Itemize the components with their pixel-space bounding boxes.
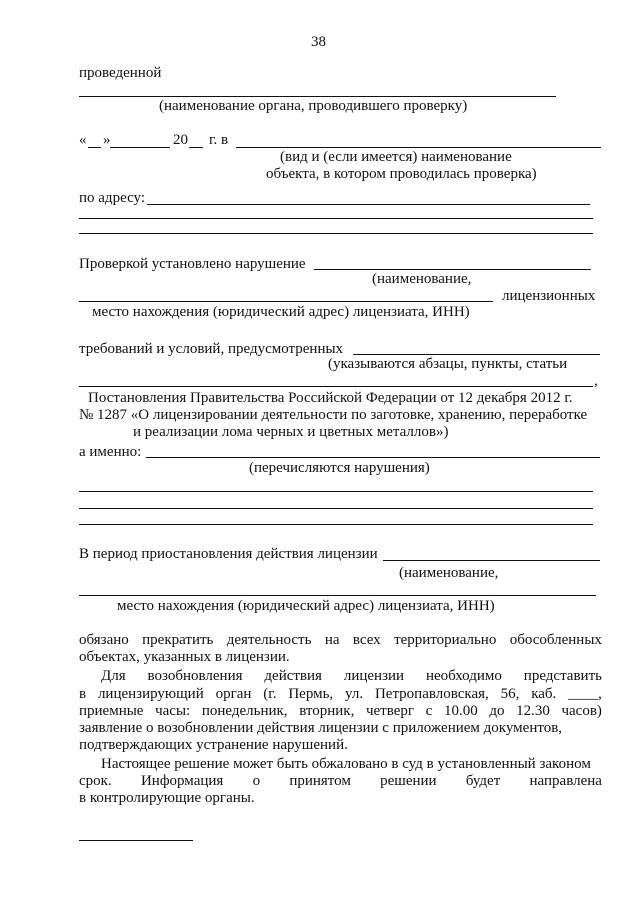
appeal-line-1: Настоящее решение может быть обжаловано в суд в установленный законом [101, 756, 591, 772]
address-line-3 [79, 233, 593, 234]
address-label: по адресу: [79, 190, 146, 206]
renewal-line-3: приемные часы: понедельник, вторник, четверг с 10.00 до 12.30 часов) [79, 703, 602, 719]
renewal-line-4: заявление о возобновлении действия лицензии с приложением документов, [79, 720, 563, 736]
violator-name-line [314, 269, 591, 270]
address-line-1 [147, 204, 590, 205]
month-line [110, 147, 170, 148]
org-name-line [79, 96, 556, 97]
decree-line-3: и реализации лома черных и цветных металлов») [133, 424, 449, 440]
decree-line-2: № 1287 «О лицензировании деятельности по заготовке, хранению, переработке [79, 407, 588, 423]
suspension-location-caption: место нахождения (юридический адрес) лицензиата, ИНН) [117, 598, 495, 614]
object-caption-line2: объекта, в котором проводилась проверка) [266, 166, 537, 182]
day-line [88, 147, 101, 148]
object-caption-line1: (вид и (если имеется) наименование [280, 149, 512, 165]
paragraphs-line [79, 386, 593, 387]
org-caption: (наименование органа, проводившего проверку) [159, 98, 468, 114]
requirements-line [353, 354, 600, 355]
obliged-line-2: объектах, указанных в лицензии. [79, 649, 290, 665]
decree-line-1: Постановления Правительства Российской Федерации от 12 декабря 2012 г. [88, 390, 573, 406]
renewal-line-5: подтверждающих устранение нарушений. [79, 737, 348, 753]
date-open-quote: « [79, 132, 87, 148]
address-line-2 [79, 218, 593, 219]
page-number: 38 [311, 34, 326, 50]
violations-line-3 [79, 524, 593, 525]
violations-caption: (перечисляются нарушения) [249, 460, 430, 476]
suspension-name-caption: (наименование, [399, 565, 499, 581]
namely-label: а именно: [79, 444, 142, 460]
violations-line-2 [79, 508, 593, 509]
object-line [236, 147, 601, 148]
violator-name-caption: (наименование, [372, 271, 472, 287]
requirements-label: требований и условий, предусмотренных [79, 341, 344, 357]
violator-location-caption: место нахождения (юридический адрес) лицензиата, ИНН) [92, 304, 470, 320]
renewal-line-1: Для возобновления действия лицензии необходимо представить [101, 668, 602, 684]
violation-established-label: Проверкой установлено нарушение [79, 256, 306, 272]
violator-location-line [79, 301, 493, 302]
footnote-separator [79, 840, 193, 841]
suspension-location-line [79, 595, 596, 596]
comma: , [594, 373, 598, 389]
date-close-quote: » [103, 132, 111, 148]
suspension-period-label: В период приостановления действия лицензии [79, 546, 378, 562]
licensing-word: лицензионных [502, 288, 596, 304]
obliged-line-1: обязано прекратить деятельность на всех территориально обособленных [79, 632, 602, 648]
namely-line [146, 457, 600, 458]
violations-line-1 [79, 491, 593, 492]
suspension-name-line [383, 560, 600, 561]
renewal-line-2: в лицензирующий орган (г. Пермь, ул. Петропавловская, 56, каб. ____, [79, 686, 602, 702]
year-suffix: г. в [209, 132, 229, 148]
year-prefix: 20 [173, 132, 188, 148]
year-line [189, 147, 203, 148]
conducted-label: проведенной [79, 65, 162, 81]
appeal-line-2: срок. Информация о принятом решении будет направлена [79, 773, 602, 789]
appeal-line-3: в контролирующие органы. [79, 790, 255, 806]
paragraphs-caption: (указываются абзацы, пункты, статьи [328, 356, 568, 372]
